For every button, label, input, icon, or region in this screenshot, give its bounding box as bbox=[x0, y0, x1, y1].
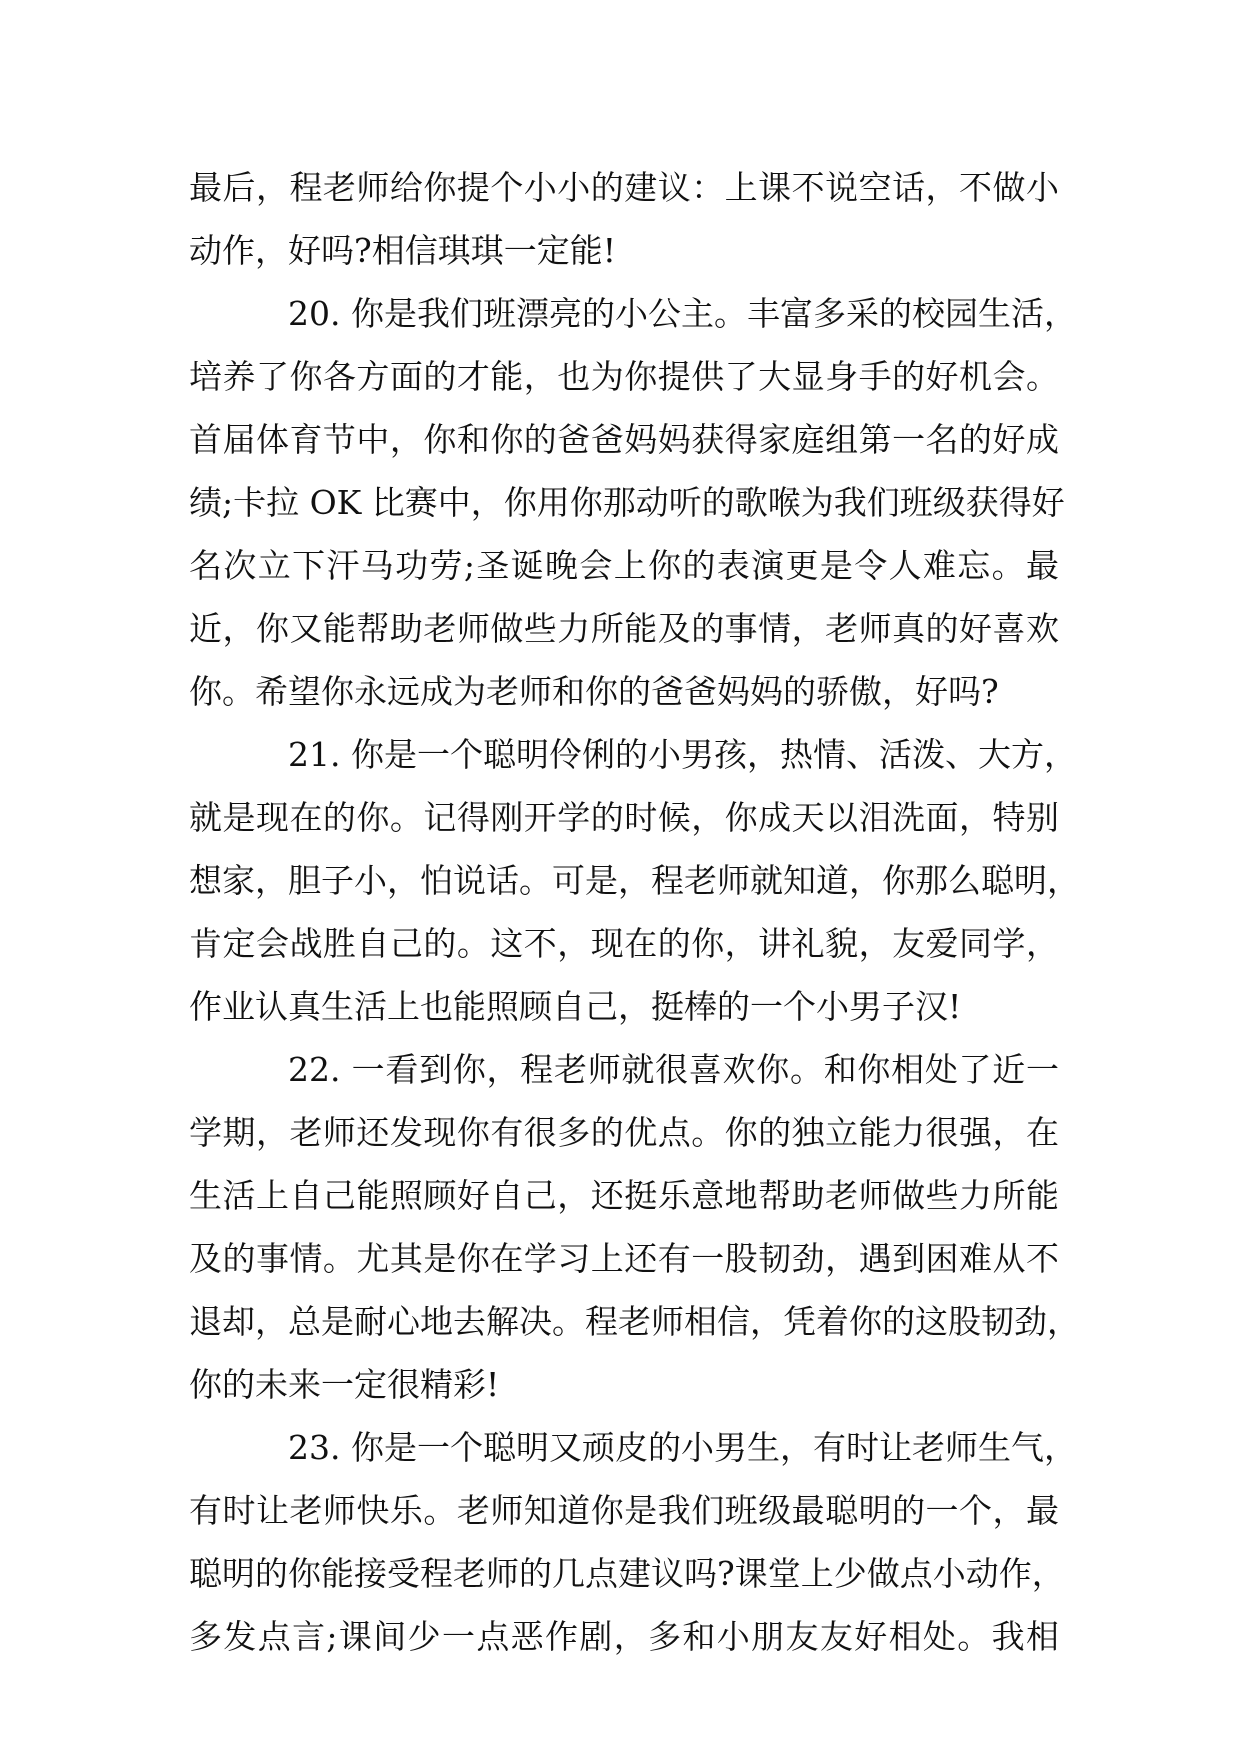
text-line: 近，你又能帮助老师做些力所能及的事情，老师真的好喜欢 bbox=[189, 609, 1059, 648]
text-line: 有时让老师快乐。老师知道你是我们班级最聪明的一个，最 bbox=[189, 1491, 1059, 1530]
text-line: 首届体育节中，你和你的爸爸妈妈获得家庭组第一名的好成 bbox=[189, 420, 1059, 459]
document-body bbox=[189, 156, 1080, 1668]
text-line: 培养了你各方面的才能，也为你提供了大显身手的好机会。 bbox=[189, 357, 1059, 396]
text-line: 20. 你是我们班漂亮的小公主。丰富多采的校园生活， bbox=[288, 294, 1077, 333]
text-line: 23. 你是一个聪明又顽皮的小男生，有时让老师生气， bbox=[288, 1428, 1077, 1467]
text-line: 多发点言;课间少一点恶作剧，多和小朋友友好相处。我相 bbox=[189, 1617, 1059, 1656]
paragraph-comment-21 bbox=[189, 723, 1080, 1038]
text-line: 及的事情。尤其是你在学习上还有一股韧劲，遇到困难从不 bbox=[189, 1239, 1059, 1278]
text-line: 作业认真生活上也能照顾自己，挺棒的一个小男子汉! bbox=[189, 987, 962, 1026]
text-line: 退却，总是耐心地去解决。程老师相信，凭着你的这股韧劲， bbox=[189, 1302, 1080, 1341]
text-line: 动作，好吗?相信琪琪一定能! bbox=[189, 231, 616, 270]
paragraph-comment-22 bbox=[189, 1038, 1080, 1416]
text-line: 最后，程老师给你提个小小的建议：上课不说空话，不做小 bbox=[189, 168, 1059, 207]
text-line: 聪明的你能接受程老师的几点建议吗?课堂上少做点小动作， bbox=[189, 1554, 1065, 1593]
text-line: 你。希望你永远成为老师和你的爸爸妈妈的骄傲，好吗? bbox=[189, 672, 999, 711]
text-line: 就是现在的你。记得刚开学的时候，你成天以泪洗面，特别 bbox=[189, 798, 1059, 837]
text-line: 21. 你是一个聪明伶俐的小男孩，热情、活泼、大方， bbox=[288, 735, 1077, 774]
text-line: 想家，胆子小，怕说话。可是，程老师就知道，你那么聪明， bbox=[189, 861, 1080, 900]
paragraph-comment-23 bbox=[189, 1416, 1077, 1668]
text-line: 学期，老师还发现你有很多的优点。你的独立能力很强，在 bbox=[189, 1113, 1059, 1152]
text-line: 22. 一看到你，程老师就很喜欢你。和你相处了近一 bbox=[288, 1050, 1059, 1089]
text-line: 你的未来一定很精彩! bbox=[189, 1365, 500, 1404]
paragraph-closing-advice bbox=[189, 156, 1059, 282]
paragraph-comment-20 bbox=[189, 282, 1077, 723]
text-line: 肯定会战胜自己的。这不，现在的你，讲礼貌，友爱同学， bbox=[189, 924, 1059, 963]
text-line: 名次立下汗马功劳;圣诞晚会上你的表演更是令人难忘。最 bbox=[189, 546, 1059, 585]
text-line: 生活上自己能照顾好自己，还挺乐意地帮助老师做些力所能 bbox=[189, 1176, 1059, 1215]
text-line: 绩;卡拉 OK 比赛中，你用你那动听的歌喉为我们班级获得好 bbox=[189, 483, 1065, 522]
